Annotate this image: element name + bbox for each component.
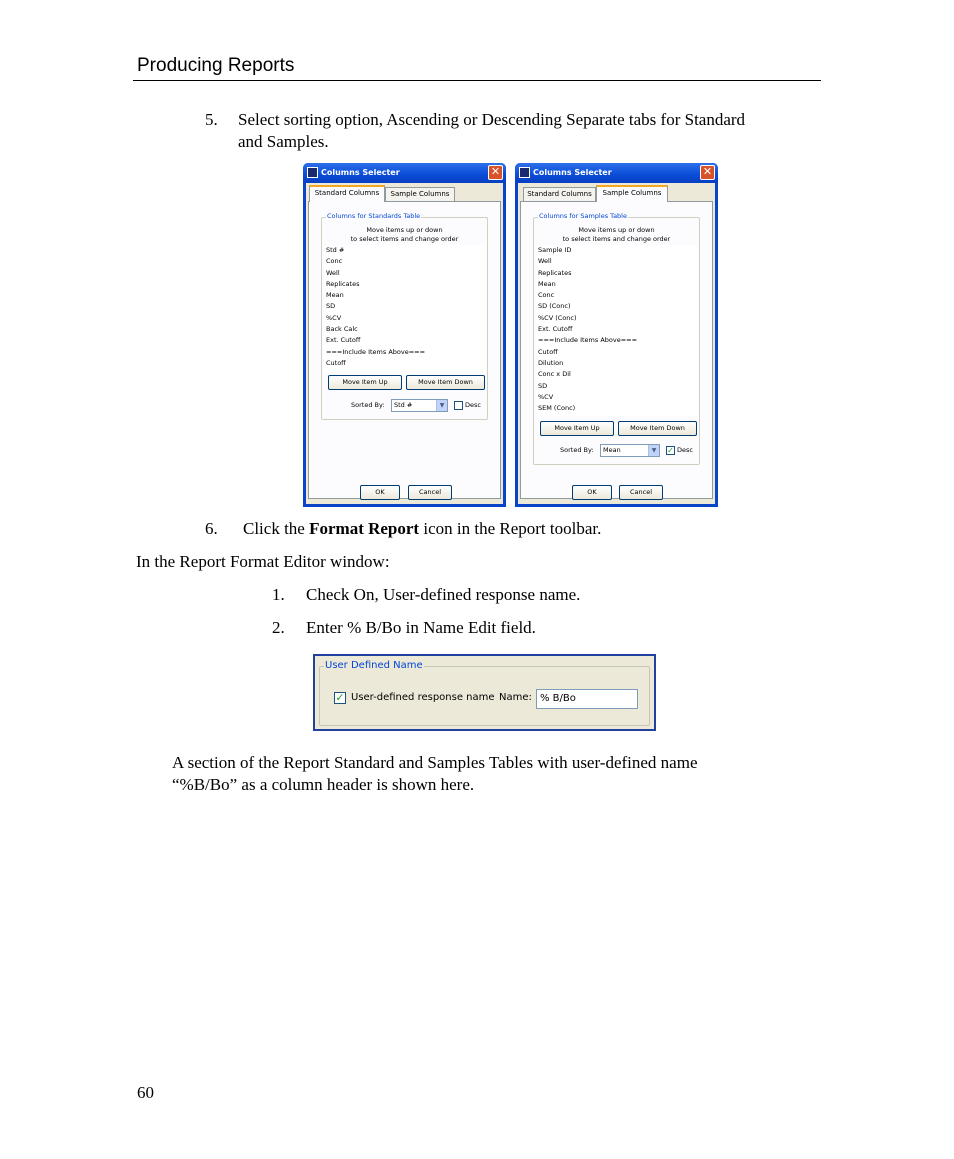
desc-checkbox[interactable] bbox=[454, 401, 463, 410]
close-icon[interactable]: ✕ bbox=[488, 165, 503, 180]
desc-label: Desc bbox=[465, 401, 481, 409]
dialog-title: Columns Selecter bbox=[321, 168, 400, 177]
step-5-text-cont: and Samples. bbox=[238, 132, 329, 151]
closing-text: A section of the Report Standard and Samples Tables with user-defined name bbox=[172, 753, 698, 772]
list-item[interactable]: Replicates bbox=[538, 268, 572, 277]
page-number: 60 bbox=[137, 1083, 154, 1102]
running-header: Producing Reports bbox=[137, 55, 295, 76]
cancel-button[interactable]: Cancel bbox=[408, 485, 452, 500]
tab-panel bbox=[308, 201, 501, 499]
list-item[interactable]: SEM (Conc) bbox=[538, 404, 576, 413]
list-item[interactable]: Dilution bbox=[538, 358, 564, 367]
columns-selecter-dialog-samples bbox=[515, 163, 718, 507]
close-icon[interactable]: ✕ bbox=[700, 165, 715, 180]
name-input[interactable]: % B/Bo bbox=[536, 689, 638, 709]
list-item[interactable]: Mean bbox=[326, 291, 344, 300]
dialog-title: Columns Selecter bbox=[533, 168, 612, 177]
list-item[interactable]: Sample ID bbox=[538, 246, 572, 254]
list-item[interactable]: Conc x Dil bbox=[538, 370, 571, 379]
tab-sample-columns[interactable]: Sample Columns bbox=[385, 187, 455, 201]
list-item[interactable]: %CV (Conc) bbox=[538, 313, 577, 322]
step-6-number: 6. bbox=[205, 519, 218, 538]
tab-panel bbox=[520, 201, 713, 499]
desc-label: Desc bbox=[677, 446, 693, 454]
name-label: Name: bbox=[499, 692, 532, 703]
move-item-up-button[interactable]: Move Item Up bbox=[540, 421, 614, 436]
dialog-body bbox=[306, 183, 503, 504]
format-report-label: Format Report bbox=[309, 519, 420, 538]
dialog-body bbox=[518, 183, 715, 504]
columns-selecter-dialog-standards bbox=[303, 163, 506, 507]
cancel-button[interactable]: Cancel bbox=[619, 485, 663, 500]
substep-2-number: 2. bbox=[272, 618, 285, 637]
ok-button[interactable]: OK bbox=[360, 485, 400, 500]
sorted-by-select[interactable]: Mean ▼ bbox=[600, 444, 660, 457]
ok-button[interactable]: OK bbox=[572, 485, 612, 500]
columns-group bbox=[321, 212, 488, 420]
app-icon bbox=[519, 167, 530, 178]
user-defined-response-checkbox[interactable]: ✓ bbox=[335, 691, 345, 704]
tab-standard-columns[interactable]: Standard Columns bbox=[309, 185, 385, 202]
list-item[interactable]: %CV bbox=[326, 313, 342, 322]
list-item[interactable]: Ext. Cutoff bbox=[326, 336, 361, 345]
list-item[interactable]: Back Calc bbox=[326, 325, 358, 334]
user-defined-response-label: User-defined response name bbox=[351, 692, 495, 703]
list-item[interactable]: ===Include Items Above=== bbox=[326, 347, 426, 356]
group-legend: Columns for Samples Table bbox=[539, 212, 627, 220]
editor-intro: In the Report Format Editor window: bbox=[136, 552, 390, 571]
sorted-by-label: Sorted By: bbox=[560, 446, 594, 454]
group-legend: User Defined Name bbox=[325, 660, 423, 671]
columns-group bbox=[533, 212, 700, 465]
list-item[interactable]: %CV bbox=[538, 392, 554, 401]
group-legend: Columns for Standards Table bbox=[327, 212, 421, 220]
list-item[interactable]: SD bbox=[326, 302, 336, 311]
tab-standard-columns[interactable]: Standard Columns bbox=[523, 187, 596, 201]
list-item[interactable]: Conc bbox=[538, 291, 555, 300]
app-icon bbox=[307, 167, 318, 178]
move-item-down-button[interactable]: Move Item Down bbox=[618, 421, 697, 436]
column-listbox[interactable] bbox=[324, 245, 485, 371]
list-item[interactable]: Ext. Cutoff bbox=[538, 325, 573, 334]
instruction-text: Move items up or down to select items and change order bbox=[350, 226, 459, 243]
list-item[interactable]: Cutoff bbox=[538, 347, 558, 356]
list-item[interactable]: Conc bbox=[326, 257, 343, 266]
chevron-down-icon[interactable]: ▼ bbox=[436, 400, 447, 411]
list-item[interactable]: SD (Conc) bbox=[538, 302, 571, 311]
list-item[interactable]: Well bbox=[538, 257, 552, 266]
list-item[interactable]: Replicates bbox=[326, 279, 360, 288]
list-item[interactable]: ===Include Items Above=== bbox=[538, 336, 638, 345]
sorted-by-label: Sorted By: bbox=[351, 401, 385, 409]
tab-sample-columns[interactable]: Sample Columns bbox=[596, 185, 668, 202]
sorted-by-select[interactable]: Std # ▼ bbox=[391, 399, 448, 412]
step-6-text: Click the Format Report icon in the Report toolbar. bbox=[243, 519, 602, 538]
list-item[interactable]: Cutoff bbox=[326, 358, 346, 367]
dialog-title-bar bbox=[515, 163, 718, 183]
step-5-text: Select sorting option, Ascending or Descending Separate tabs for Standard bbox=[238, 110, 746, 129]
closing-text-cont: “%B/Bo” as a column header is shown here. bbox=[172, 775, 475, 794]
user-defined-name-panel bbox=[313, 654, 656, 731]
desc-checkbox[interactable]: ✓ bbox=[667, 446, 674, 455]
list-item[interactable]: Mean bbox=[538, 279, 556, 288]
instruction-text: Move items up or down to select items and change order bbox=[562, 226, 671, 243]
chevron-down-icon[interactable]: ▼ bbox=[648, 445, 659, 456]
move-item-up-button[interactable]: Move Item Up bbox=[328, 375, 402, 390]
list-item[interactable]: Well bbox=[326, 268, 340, 277]
move-item-down-button[interactable]: Move Item Down bbox=[406, 375, 485, 390]
substep-1-text: Check On, User-defined response name. bbox=[306, 585, 581, 604]
substep-2-text: Enter % B/Bo in Name Edit field. bbox=[306, 618, 536, 637]
list-item[interactable]: SD bbox=[538, 381, 548, 390]
list-item[interactable]: Std # bbox=[326, 246, 345, 254]
header-rule bbox=[133, 80, 821, 81]
step-5-number: 5. bbox=[205, 110, 218, 129]
dialog-title-bar bbox=[303, 163, 506, 183]
column-listbox[interactable] bbox=[536, 245, 697, 416]
substep-1-number: 1. bbox=[272, 585, 285, 604]
